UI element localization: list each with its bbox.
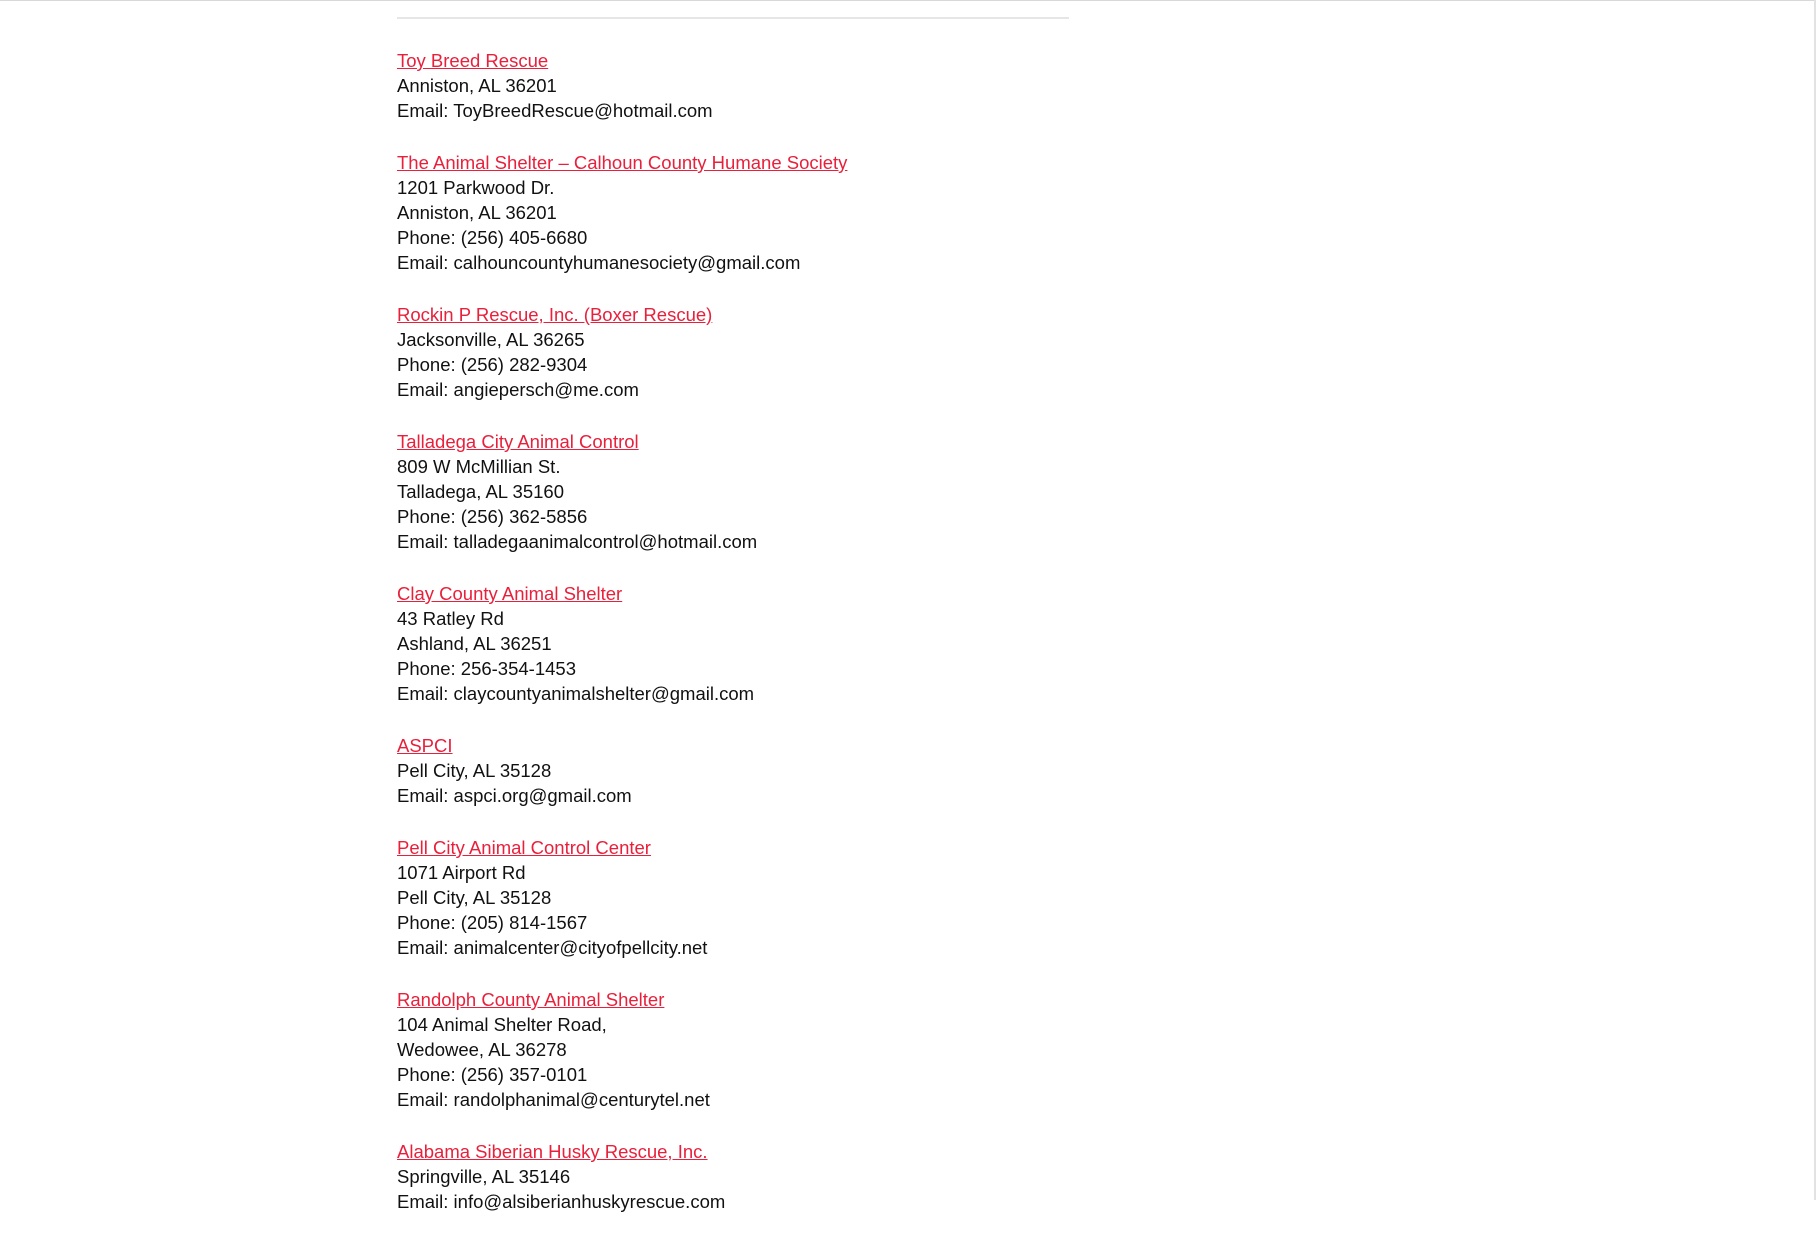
entry-city-line: Ashland, AL 36251 — [397, 633, 552, 654]
rescue-name-link[interactable]: Talladega City Animal Control — [397, 431, 639, 452]
entry-city-line: Anniston, AL 36201 — [397, 75, 557, 96]
entry-address-line: 43 Ratley Rd — [397, 608, 504, 629]
entry-email-line: Email: info@alsiberianhuskyrescue.com — [397, 1191, 726, 1212]
rescue-listing-content — [397, 0, 1069, 1241]
listing-entry — [397, 429, 1069, 554]
entry-email-line: Email: animalcenter@cityofpellcity.net — [397, 937, 708, 958]
entry-city-line: Springville, AL 35146 — [397, 1166, 571, 1187]
entry-phone-line: Phone: (256) 282-9304 — [397, 354, 588, 375]
listing-entry — [397, 48, 1069, 123]
listing-entry — [397, 581, 1069, 706]
rescue-name-link[interactable]: Alabama Siberian Husky Rescue, Inc. — [397, 1141, 708, 1162]
entry-city-line: Pell City, AL 35128 — [397, 760, 552, 781]
entry-address-line: 809 W McMillian St. — [397, 456, 561, 477]
entry-phone-line: Phone: (256) 362-5856 — [397, 506, 588, 527]
entry-city-line: Wedowee, AL 36278 — [397, 1039, 567, 1060]
rescue-name-link[interactable]: Clay County Animal Shelter — [397, 583, 623, 604]
listing-entry — [397, 302, 1069, 402]
section-divider — [397, 17, 1069, 19]
rescue-name-link[interactable]: Pell City Animal Control Center — [397, 837, 651, 858]
rescue-name-link[interactable]: The Animal Shelter – Calhoun County Humane Society — [397, 152, 848, 173]
rescue-name-link[interactable]: ASPCI — [397, 735, 453, 756]
rescue-listing — [397, 48, 1069, 1214]
entry-address-line: 1201 Parkwood Dr. — [397, 177, 555, 198]
entry-email-line: Email: calhouncountyhumanesociety@gmail.com — [397, 252, 801, 273]
rescue-name-link[interactable]: Randolph County Animal Shelter — [397, 989, 665, 1010]
listing-entry — [397, 987, 1069, 1112]
entry-email-line: Email: angiepersch@me.com — [397, 379, 639, 400]
entry-city-line: Jacksonville, AL 36265 — [397, 329, 585, 350]
entry-address-line: 1071 Airport Rd — [397, 862, 526, 883]
entry-email-line: Email: aspci.org@gmail.com — [397, 785, 632, 806]
entry-email-line: Email: randolphanimal@centurytel.net — [397, 1089, 710, 1110]
rescue-name-link[interactable]: Toy Breed Rescue — [397, 50, 549, 71]
listing-entry — [397, 835, 1069, 960]
listing-entry — [397, 733, 1069, 808]
listing-entry — [397, 150, 1069, 275]
entry-city-line: Talladega, AL 35160 — [397, 481, 564, 502]
entry-city-line: Anniston, AL 36201 — [397, 202, 557, 223]
entry-address-line: 104 Animal Shelter Road, — [397, 1014, 607, 1035]
entry-phone-line: Phone: 256-354-1453 — [397, 658, 576, 679]
entry-email-line: Email: talladegaanimalcontrol@hotmail.com — [397, 531, 758, 552]
entry-email-line: Email: ToyBreedRescue@hotmail.com — [397, 100, 713, 121]
entry-email-line: Email: claycountyanimalshelter@gmail.com — [397, 683, 755, 704]
entry-phone-line: Phone: (256) 357-0101 — [397, 1064, 588, 1085]
entry-phone-line: Phone: (205) 814-1567 — [397, 912, 588, 933]
entry-phone-line: Phone: (256) 405-6680 — [397, 227, 588, 248]
entry-city-line: Pell City, AL 35128 — [397, 887, 552, 908]
listing-entry — [397, 1139, 1069, 1214]
rescue-name-link[interactable]: Rockin P Rescue, Inc. (Boxer Rescue) — [397, 304, 713, 325]
